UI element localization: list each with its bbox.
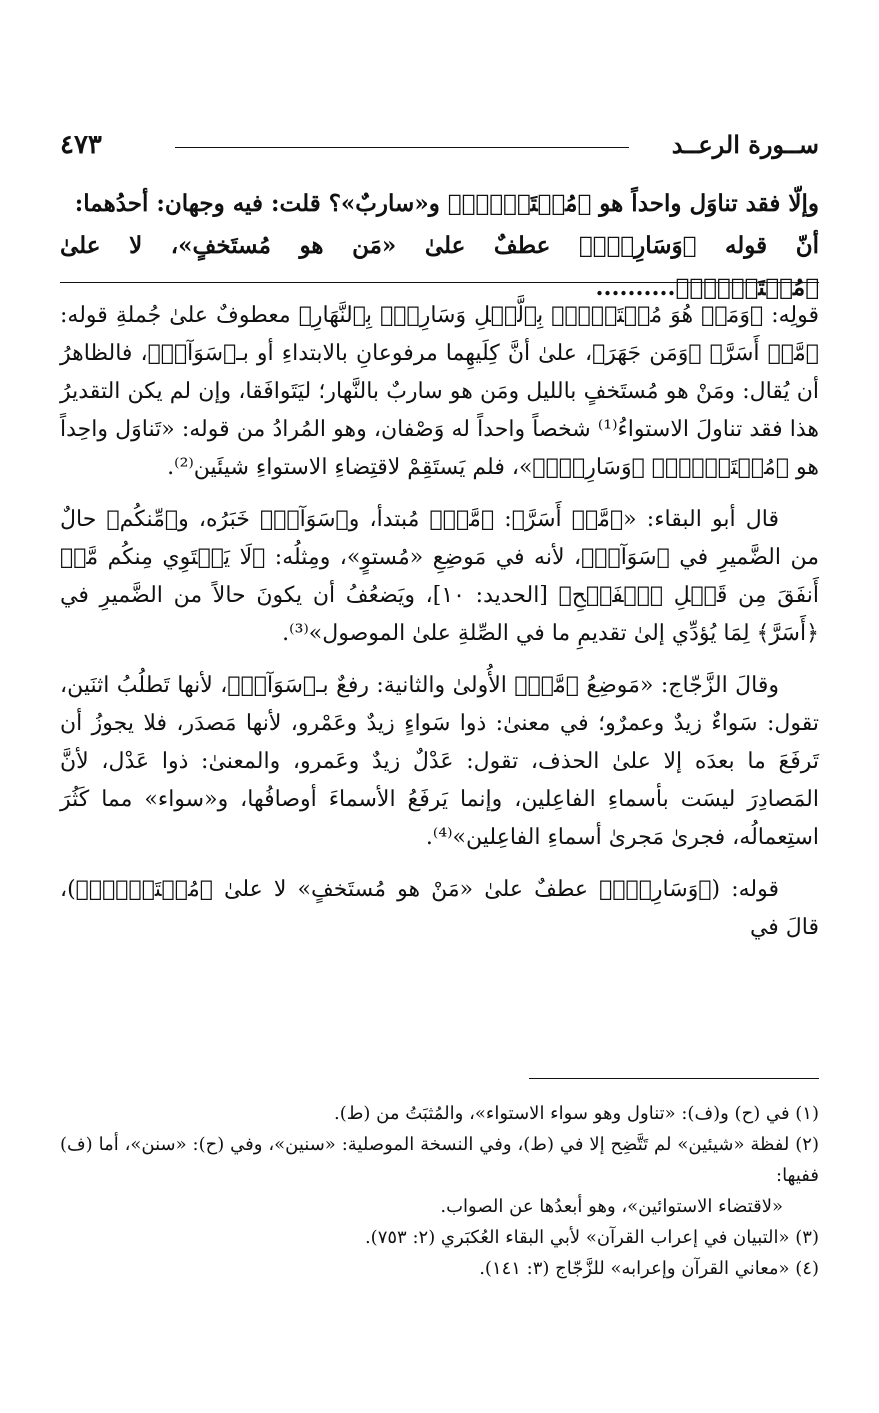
header-rule <box>175 147 629 148</box>
running-header <box>60 128 819 168</box>
paragraph: قولِه: ﴿وَمَنۡ هُوَ مُسۡتَخۡفِۭ بِٱلَّيۡلِ وَسَارِبُۢ بِٱلنَّهَارِ﴾ معطوفٌ علىٰ جُملةِ قوله: ﴿مَّنۡ أَسَرَّ﴾ ﴿وَمَن جَهَرَ﴾، علىٰ أنَّ كِلَيهِما مرفوعانِ بالابتداءِ أو بـ﴿سَوَآءٞ﴾، فالظاهرُ أن يُقال: ومَنْ هو مُستَخفٍ بالليل ومَن هو ساربٌ بالنَّهار؛ ليَتَوافَقا، وإن لم يكن التقديرُ هذا فقد تناولَ الاستواءُ⁽¹⁾ شخصاً واحداً له وَصْفان، وهو المُرادُ من قوله: «تَناوَل واحِداً هو ﴿مُسۡتَخۡفِۭ﴾ ﴿وَسَارِبُۢ﴾»، فلم يَستَقِمْ لاقتِضاءِ الاستواءِ شيئَين⁽²⁾. <box>60 303 819 480</box>
page-number: ٤٧٣ <box>60 130 102 160</box>
paragraph: وقالَ الزَّجّاج: «مَوضِعُ ﴿مَّنۡ﴾ الأُولىٰ والثانية: رفعٌ بـ﴿سَوَآءٞ﴾، لأنها تَطلُبُ اثنَين، تقول: سَواءٌ زيدٌ وعمرٌو؛ في معنىٰ: ذوا سَواءٍ زيدٌ وعَمْرو، لأنها مَصدَر، فلا يجوزُ أن تَرفَعَ ما بعدَه إلا علىٰ الحذف، تقول: عَدْلٌ زيدٌ وعَمرو، والمعنىٰ: ذوا عَدْل، لأنَّ المَصادِرَ ليسَت بأسماءِ الفاعِلين، وإنما يَرفَعُ الأسماءَ أوصافُها، و«سواء» مما كَثُرَ استِعمالُه، فجرىٰ مَجرىٰ أسماءِ الفاعِلين»⁽⁴⁾. <box>60 673 819 850</box>
footnote: (٣) «التبيان في إعراب القرآن» لأبي البقاء العُكبَري (٢: ٧٥٣). <box>364 1227 819 1248</box>
base-text-line: أنّ قوله ﴿وَسَارِبُۢ﴾ عطفٌ علىٰ «مَن هو مُستَخفٍ»، لا علىٰ ﴿مُسۡتَخۡفِۭ﴾.......... <box>60 232 819 301</box>
footnote-rule <box>529 1078 819 1079</box>
footnote-continuation: «لاقتضاء الاستوائين»، وهو أبعدُها عن الصواب. <box>440 1196 783 1217</box>
section-divider <box>60 282 819 283</box>
surah-title: ســورة الرعــد <box>671 130 819 159</box>
base-text-block <box>60 183 819 309</box>
paragraph: قال أبو البقاء: «﴿مَّنۡ أَسَرَّ﴾: ﴿مَّنۡ﴾ مُبتدأ، و﴿سَوَآءٞ﴾ خَبَرُه، و﴿مِّنكُم﴾ حالٌ من الضَّميرِ في ﴿سَوَآءٞ﴾، لأنه في مَوضِعِ «مُستوٍ»، ومِثلُه: ﴿لَا يَسۡتَوِي مِنكُم مَّنۡ أَنفَقَ مِن قَبۡلِ ٱلۡفَتۡحِ﴾ [الحديد: ١٠]، ويَضعُفُ أن يكونَ حالاً من الضَّميرِ في ﴿أَسَرَّ﴾ لِمَا يُؤدِّي إلىٰ تقديمِ ما في الصِّلةِ علىٰ الموصول»⁽³⁾. <box>60 507 819 646</box>
footnote: (١) في (ح) و(ف): «تناول وهو سواء الاستواء»، والمُثبَتُ من (ط). <box>334 1103 819 1124</box>
paragraph: قوله: (﴿وَسَارِبُۢ﴾ عطفٌ علىٰ «مَنْ هو مُستَخفٍ» لا علىٰ ﴿مُسۡتَخۡفِۭ﴾)، قالَ في <box>60 877 819 940</box>
base-text-line: وإلّا فقد تناوَل واحداً هو ﴿مُسۡتَخۡفِۭ﴾ و«ساربٌ»؟ قلت: فيه وجهان: أحدُهما: <box>74 190 819 217</box>
footnotes <box>60 1098 819 1284</box>
footnote: (٢) لفظة «شيئين» لم تَتَّضِح إلا في (ط)، وفي النسخة الموصلية: «سنين»، وفي (ح): «سنن»، أما (ف) ففيها: <box>60 1134 819 1186</box>
commentary-text <box>60 297 819 961</box>
footnote: (٤) «معاني القرآن وإعرابه» للزَّجّاج (٣: ١٤١). <box>479 1258 819 1279</box>
